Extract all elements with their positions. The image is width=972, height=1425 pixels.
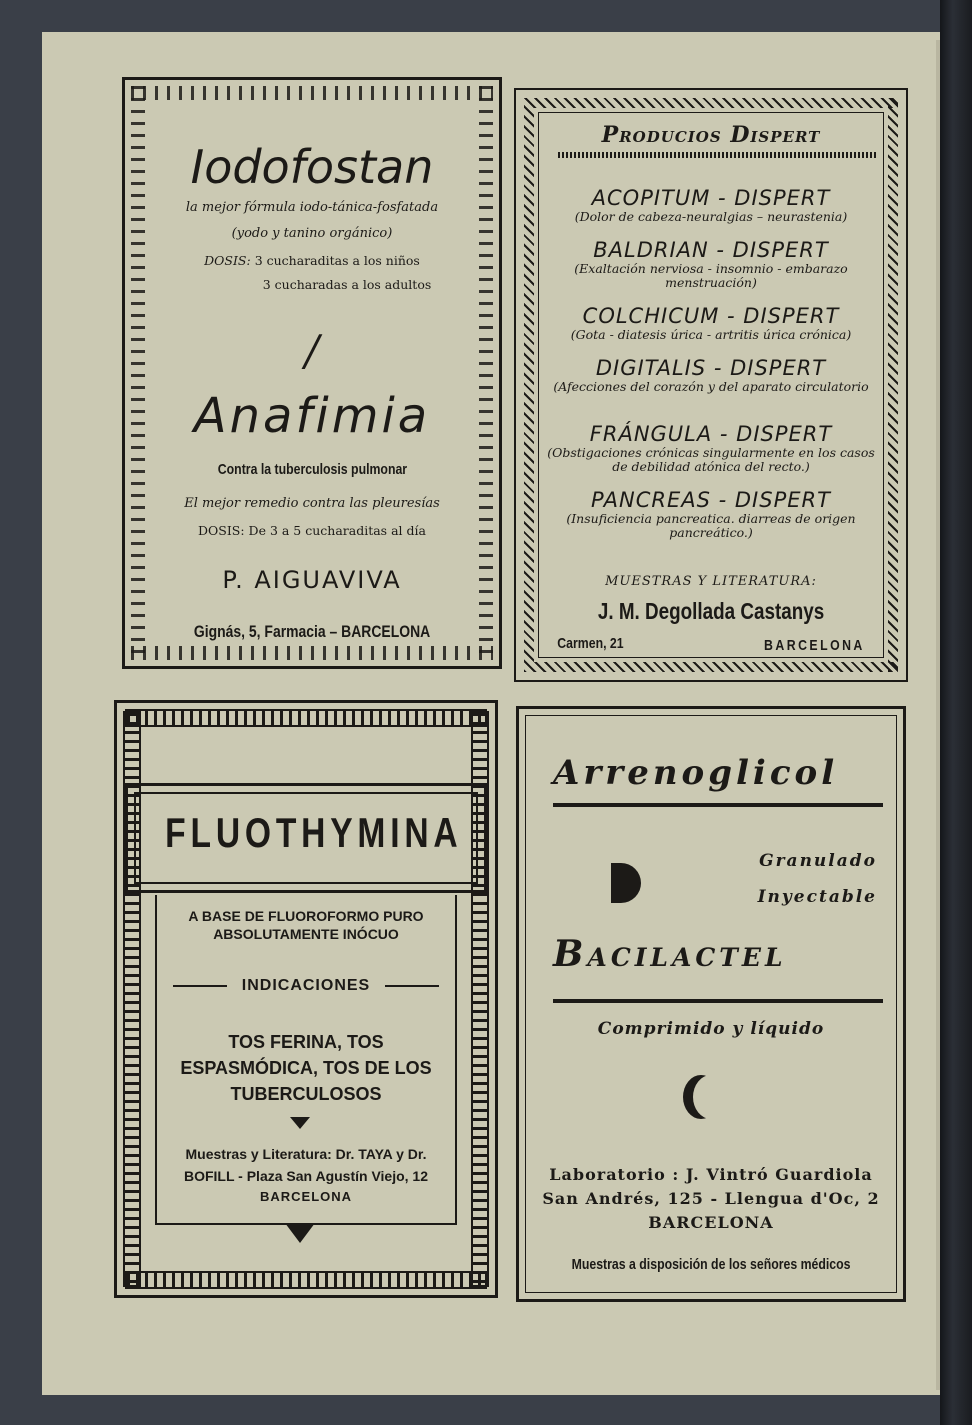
tagline: la mejor fórmula iodo-tánica-fosfatada [185, 200, 439, 215]
city-text: BARCELONA [764, 637, 865, 654]
book-spine [940, 0, 972, 1425]
moon-crescent-icon [693, 1075, 729, 1119]
chain-border-top [131, 86, 493, 100]
base-label: A BASE DE FLUOROFORMO PURO ABSOLUTAMENTE INÓCUO [188, 908, 424, 942]
product-digitalis [546, 356, 876, 394]
dose-children [151, 253, 473, 268]
title-text: FLUOTHYMINA [165, 809, 463, 856]
header-rule [558, 152, 876, 158]
maker-line [546, 598, 876, 625]
pattern-border-left [524, 98, 534, 672]
maker-name: J. M. Degollada Castanys [597, 598, 825, 624]
address-text: Gignás, 5, Farmacia – BARCELONA [193, 622, 431, 641]
product-name: ACOPITUM - DISPERT [591, 186, 831, 210]
rule-right [385, 985, 439, 987]
ornament-rail-bottom [125, 1271, 487, 1289]
product-name: COLCHICUM - DISPERT [582, 304, 840, 328]
product-name: DIGITALIS - DISPERT [595, 356, 827, 380]
address-line: San Andrés, 125 - Llengua d'Oc, 2 [542, 1189, 880, 1208]
street [550, 634, 631, 652]
arrow-small-icon [290, 1117, 310, 1129]
dose-text: DOSIS: De 3 a 5 cucharaditas al día [198, 523, 426, 538]
samples-label: MUESTRAS Y LITERATURA: [605, 574, 817, 589]
title-line [128, 808, 484, 857]
product-desc: (Gota - diatesis úrica - artritis úrica crónica) [570, 327, 852, 342]
product-name: PANCREAS - DISPERT [591, 488, 831, 512]
dose-label: DOSIS: [204, 253, 251, 268]
footer-text: Muestras a disposición de los señores médicos [571, 1256, 851, 1273]
city: BARCELONA [259, 1189, 353, 1204]
chain-border-bottom [131, 646, 493, 660]
product-baldrian [546, 238, 876, 290]
header-title: Producios Dispert [601, 122, 821, 148]
product-desc: (Exaltación nerviosa - insomnio - embarazo menstruación) [574, 261, 848, 290]
base-text [173, 907, 439, 943]
pattern-border-right [888, 98, 898, 672]
against-text [151, 460, 473, 478]
form-granulado: Granulado [759, 851, 877, 871]
indications-label: INDICACIONES [241, 977, 371, 994]
pattern-border-bottom [524, 662, 898, 672]
form-comprimido: Comprimido y líquido [597, 1019, 825, 1039]
title-box [125, 783, 487, 893]
ad-iodofostan [122, 77, 502, 669]
product-desc: (Dolor de cabeza-neuralgias – neurastenia) [574, 209, 848, 224]
product-colchicum [546, 304, 876, 342]
ad-arrenoglicol [516, 706, 906, 1302]
indications-list [171, 1029, 441, 1107]
tagline-sub: (yodo y tanino orgánico) [231, 226, 393, 241]
ornament-rail-top [125, 709, 487, 727]
pattern-border-top [524, 98, 898, 108]
indications-list-text: TOS FERINA, TOS ESPASMÓDICA, TOS DE LOS TUBERCULOSOS [180, 1032, 432, 1104]
indications-row [173, 975, 439, 995]
product-name-anafimia: Anafimia [193, 388, 431, 444]
product-name-iodofostan: Iodofostan [190, 140, 434, 194]
against-label: Contra la tuberculosis pulmonar [217, 461, 407, 478]
form-inyectable: Inyectable [757, 887, 877, 907]
chain-border-right [479, 86, 493, 660]
product-frangula [546, 422, 876, 474]
product-pancreas [546, 488, 876, 540]
product-name: FRÁNGULA - DISPERT [589, 422, 833, 446]
arrow-large-icon [285, 1223, 315, 1243]
lab-line: Laboratorio : J. Vintró Guardiola [549, 1165, 873, 1184]
remedy-text: El mejor remedio contra las pleuresías [184, 496, 440, 511]
product-desc: (Afecciones del corazón y del aparato circulatorio [553, 379, 869, 394]
samples-label: Muestras y Literatura: Dr. TAYA y Dr. BOFILL - Plaza San Agustín Viejo, 12 [183, 1146, 428, 1184]
ad-productos-dispert [514, 88, 908, 682]
ad-fluothymina [114, 700, 498, 1298]
product-name-arrenoglicol [553, 753, 883, 793]
rule-left [173, 985, 227, 987]
chain-border-left [131, 86, 145, 660]
rule-bottom [553, 999, 883, 1003]
dose-children-text: 3 cucharaditas a los niños [254, 253, 420, 268]
samples-text [171, 1143, 441, 1187]
separator-slash: / [304, 326, 320, 375]
product-acopitum [546, 186, 876, 224]
city [753, 636, 876, 654]
product-name-text: Arrenoglicol [553, 753, 839, 793]
product-name: BALDRIAN - DISPERT [593, 238, 829, 262]
street-text: Carmen, 21 [557, 635, 624, 652]
footer-line [533, 1255, 889, 1273]
product-name-text: Bacilactel [553, 933, 787, 975]
product-name-bacilactel [553, 933, 883, 975]
rule-top [553, 803, 883, 807]
address-line [151, 622, 473, 642]
city-line: BARCELONA [648, 1213, 774, 1232]
dose-adults: 3 cucharadas a los adultos [262, 277, 432, 292]
maker-name: P. AIGUAVIVA [222, 566, 402, 594]
product-desc: (Insuficiencia pancreatica. diarreas de origen pancreático.) [566, 511, 856, 540]
product-desc: (Obstigaciones crónicas singularmente en los casos de debilidad atónica del recto.) [547, 445, 875, 474]
